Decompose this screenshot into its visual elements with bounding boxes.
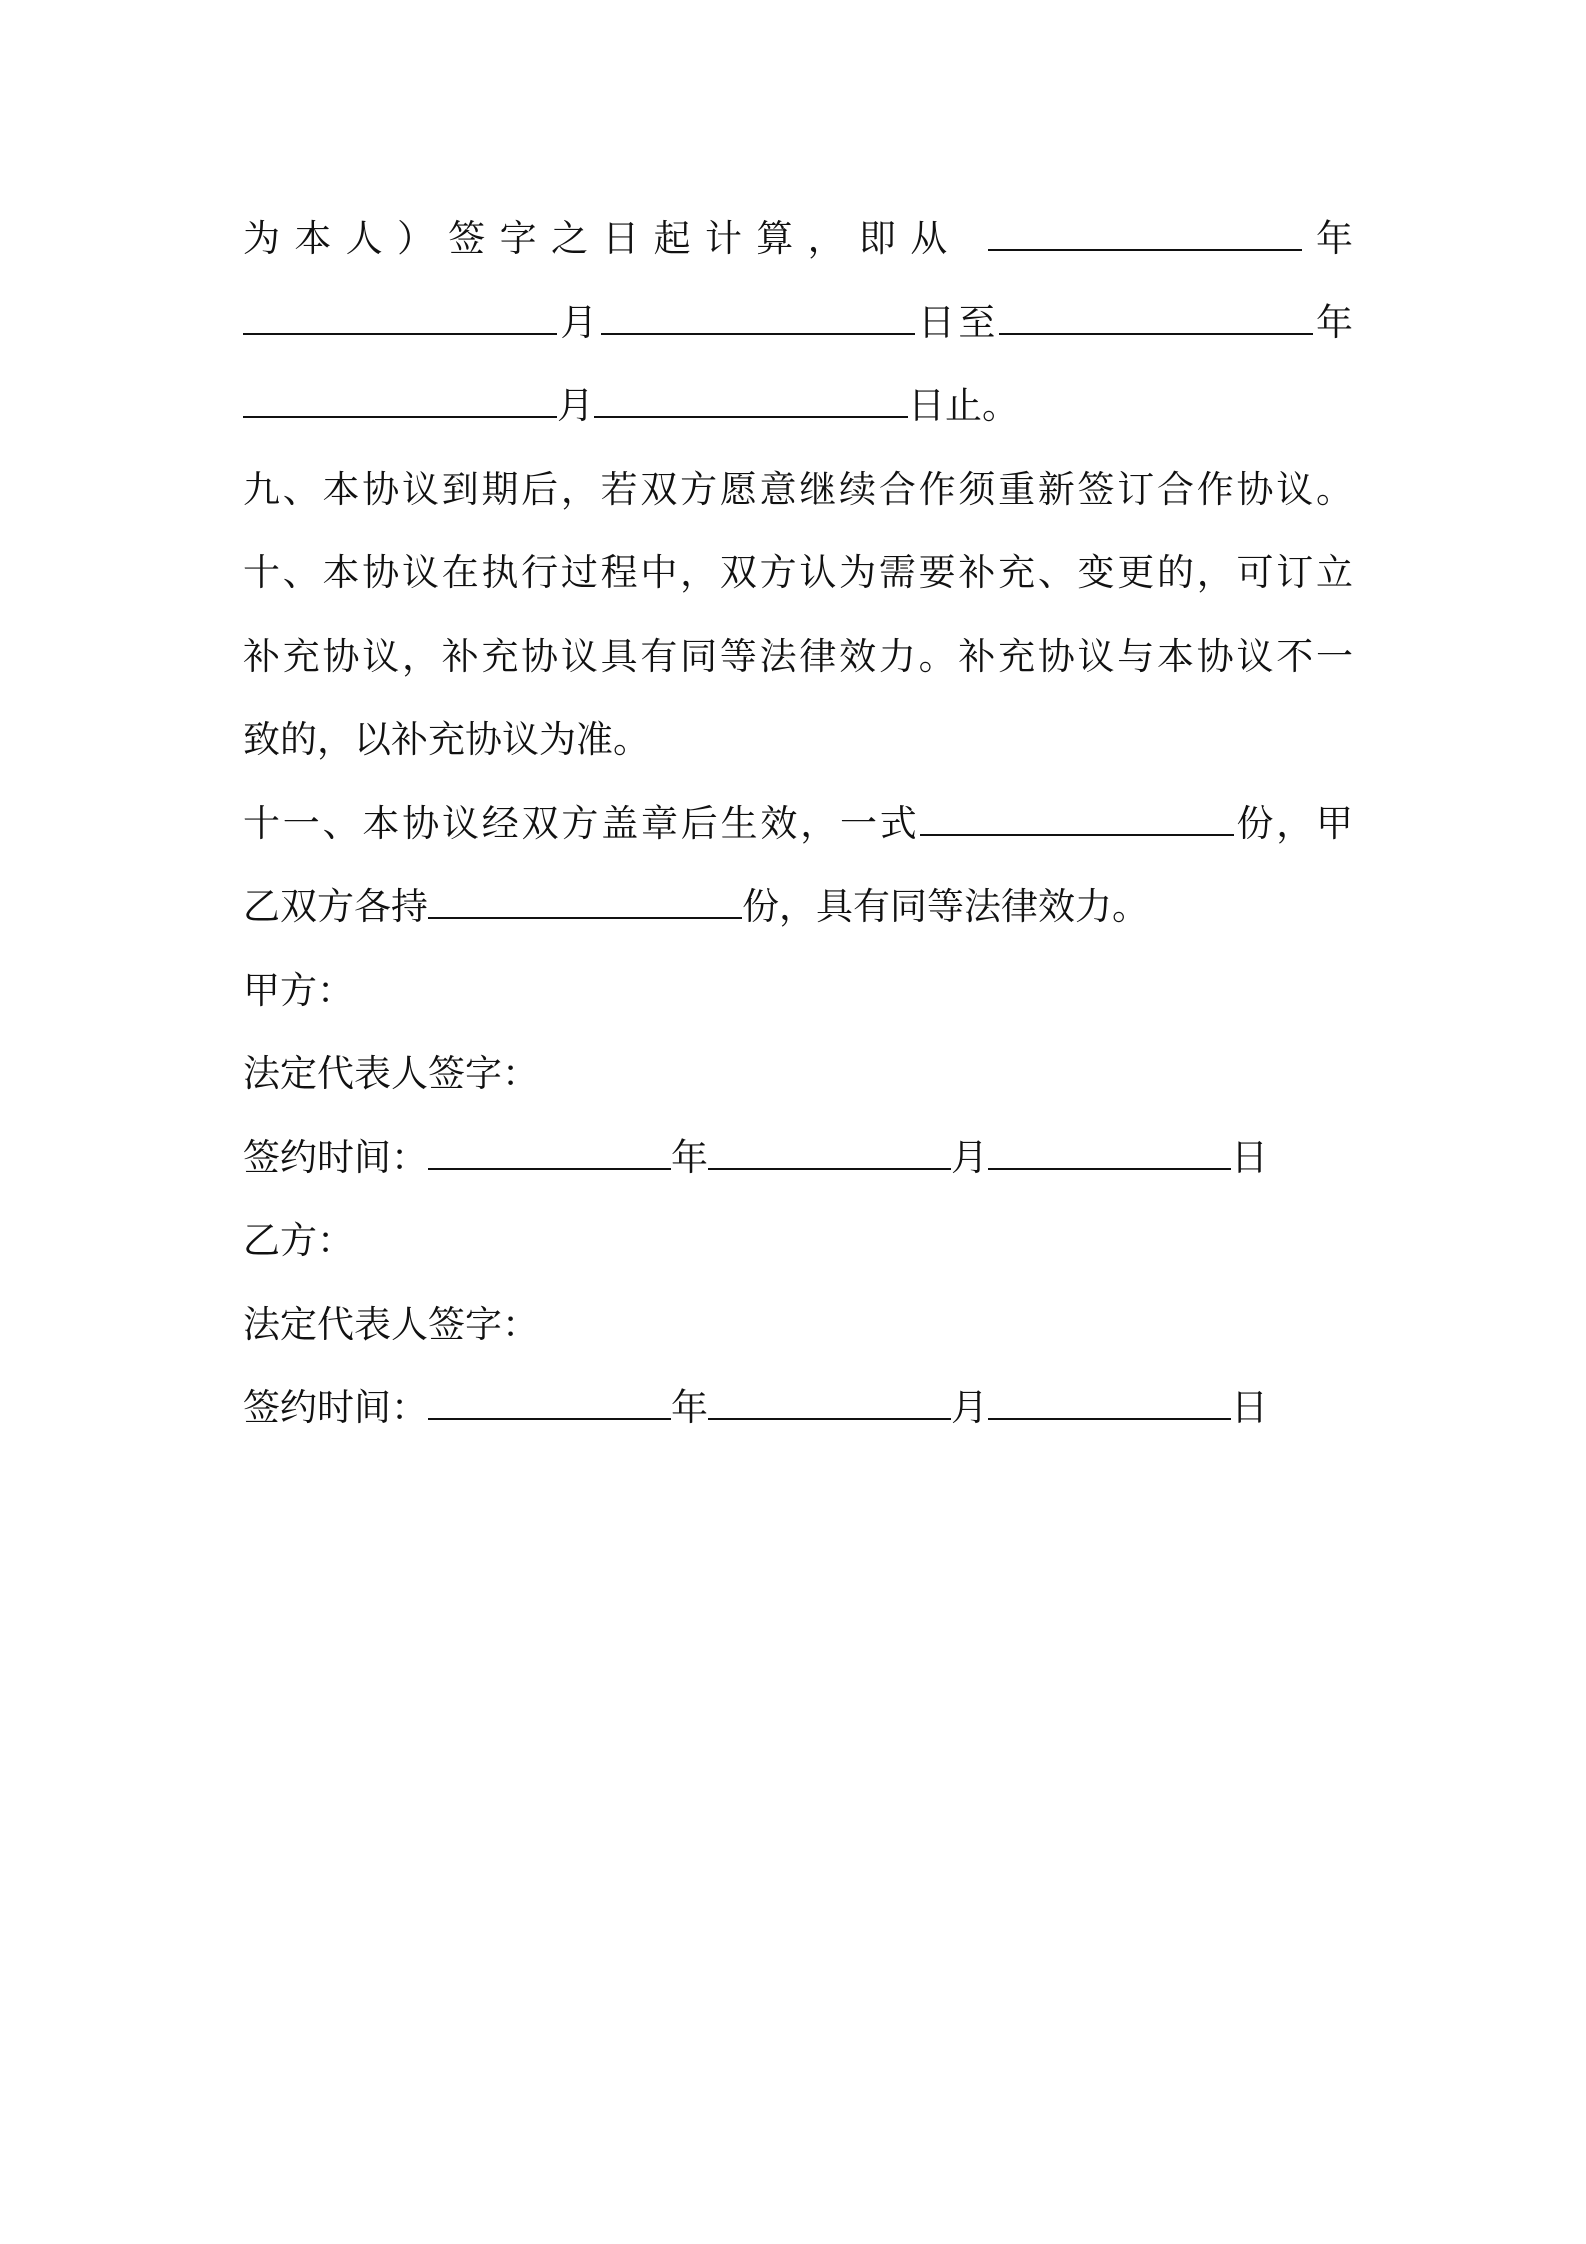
party-b-sign-date <box>243 1366 1353 1450</box>
start-month-blank <box>243 303 557 335</box>
party-b-day-blank <box>988 1388 1231 1420</box>
clause10-line1: 十、本协议在执行过程中，双方认为需要补充、变更的，可订立 <box>243 551 1353 594</box>
party-b-label: 乙方： <box>243 1219 354 1262</box>
clause11-text-3: 乙双方各持 <box>243 885 428 928</box>
party-a-day-blank <box>988 1138 1231 1170</box>
document-body <box>243 197 1353 1450</box>
party-a-month-blank <box>708 1138 951 1170</box>
month-label: 月 <box>951 1386 988 1429</box>
clause8-start-text: 为本人）签字之日起计算，即从 <box>243 217 962 260</box>
clause11-text-1: 十一、本协议经双方盖章后生效，一式 <box>243 801 920 845</box>
clause10-line3: 致的，以补充协议为准。 <box>243 718 650 761</box>
sign-date-label: 签约时间： <box>243 1386 428 1429</box>
month-label: 月 <box>557 300 601 344</box>
party-b-month-blank <box>708 1388 951 1420</box>
party-a-rep-signature: 法定代表人签字： <box>243 1052 539 1095</box>
clause11-line1 <box>243 782 1353 866</box>
day-end-label: 日止。 <box>908 384 1019 427</box>
clause11-line2 <box>243 865 1353 949</box>
year-label: 年 <box>1301 217 1353 260</box>
sign-date-label: 签约时间： <box>243 1135 428 1179</box>
party-a-year-blank <box>428 1138 671 1170</box>
party-b-year-blank <box>428 1388 671 1420</box>
clause11-text-4: 份，具有同等法律效力。 <box>742 885 1149 928</box>
party-a-sign-date <box>243 1116 1353 1200</box>
start-year-blank <box>988 219 1302 251</box>
month-label: 月 <box>557 384 594 427</box>
party-b-rep-signature: 法定代表人签字： <box>243 1302 539 1346</box>
year-label: 年 <box>1312 300 1353 344</box>
year-label: 年 <box>671 1135 708 1179</box>
end-day-blank <box>594 386 908 418</box>
clause8-line2 <box>243 281 1353 365</box>
day-to-label: 日至 <box>914 300 999 344</box>
clause11-text-2: 份，甲 <box>1233 801 1353 845</box>
end-year-blank <box>999 303 1313 335</box>
day-label: 日 <box>1231 1386 1268 1429</box>
copies-total-blank <box>920 804 1234 836</box>
clause8-line3 <box>243 364 1353 448</box>
copies-each-blank <box>428 887 742 919</box>
month-label: 月 <box>951 1135 988 1179</box>
start-day-blank <box>601 303 915 335</box>
party-a-label: 甲方： <box>243 968 354 1012</box>
clause8-line1 <box>243 197 1353 281</box>
year-label: 年 <box>671 1386 708 1429</box>
day-label: 日 <box>1231 1135 1268 1179</box>
clause9: 九、本协议到期后，若双方愿意继续合作须重新签订合作协议。 <box>243 467 1353 511</box>
clause10-line2: 补充协议，补充协议具有同等法律效力。补充协议与本协议不一 <box>243 634 1353 678</box>
end-month-blank <box>243 386 557 418</box>
